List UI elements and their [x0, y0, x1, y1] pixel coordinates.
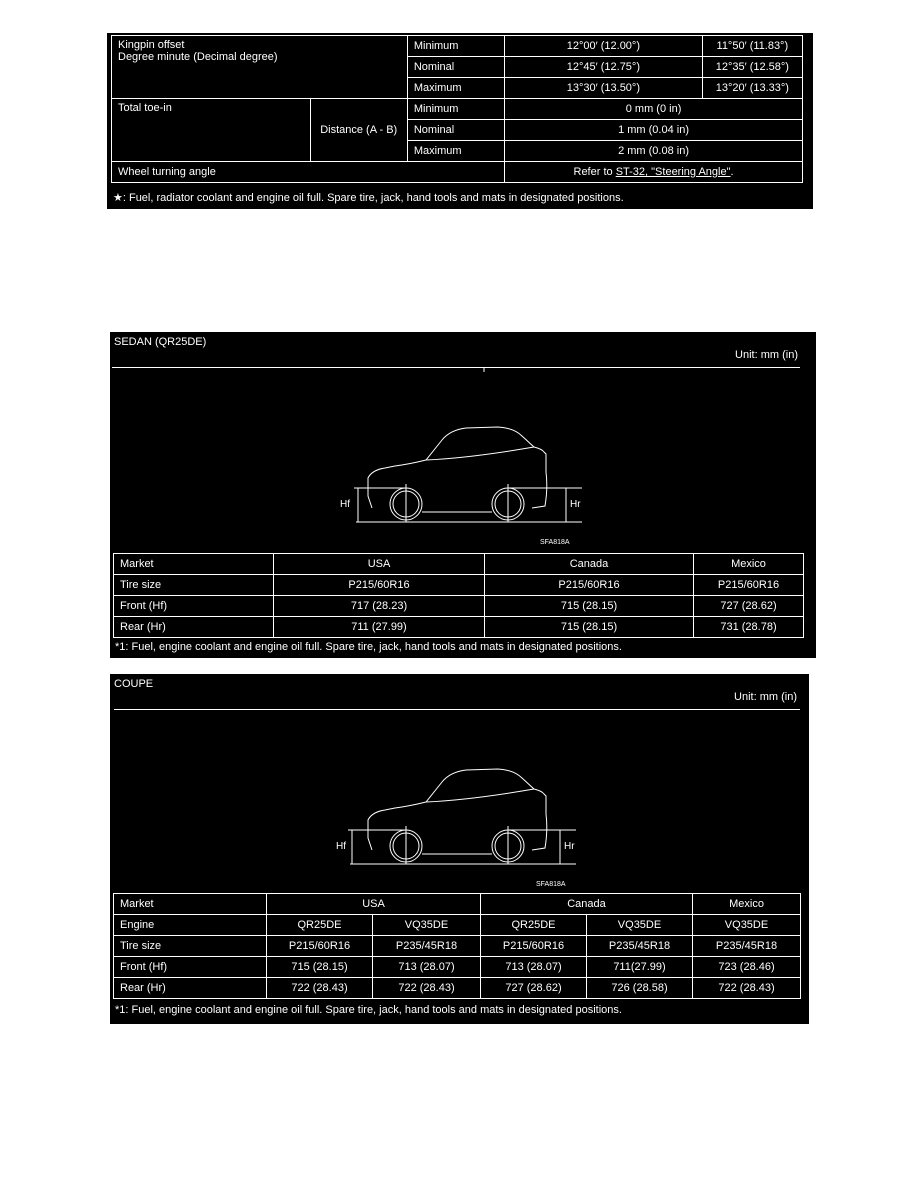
- sedan-footnote: *1: Fuel, engine coolant and engine oil full. Spare tire, jack, hand tools and mats in designated positions.: [115, 641, 622, 653]
- steering-angle-link[interactable]: ST-32, "Steering Angle": [615, 166, 731, 178]
- alignment-footnote: ★: Fuel, radiator coolant and engine oil full. Spare tire, jack, hand tools and mats in designated positions.: [113, 192, 624, 204]
- coupe-vehicle-diagram: [110, 710, 809, 900]
- value-cell: 12°00′ (12.00°): [505, 36, 703, 57]
- value-cell: 12°35′ (12.58°): [702, 57, 802, 78]
- table-row: [114, 596, 804, 617]
- value-cell: 715 (28.15): [267, 957, 373, 978]
- level-label: Nominal: [407, 120, 504, 141]
- hf-label: Hf: [336, 841, 346, 852]
- sedan-body-outline: [368, 427, 547, 508]
- value-cell: P215/60R16: [694, 575, 804, 596]
- coupe-footnote: *1: Fuel, engine coolant and engine oil full. Spare tire, jack, hand tools and mats in designated positions.: [115, 1004, 622, 1016]
- value-cell: 722 (28.43): [373, 978, 481, 999]
- value-cell: 726 (28.58): [587, 978, 693, 999]
- value-cell: 11°50′ (11.83°): [702, 36, 802, 57]
- kingpin-label: Kingpin offset: [118, 39, 185, 51]
- table-row: [114, 936, 801, 957]
- value-cell: VQ35DE: [693, 915, 801, 936]
- value-cell: 711 (27.99): [274, 617, 485, 638]
- value-cell: 13°30′ (13.50°): [505, 78, 703, 99]
- table-row: [114, 915, 801, 936]
- sedan-unit: Unit: mm (in): [735, 349, 798, 361]
- value-cell: 12°45′ (12.75°): [505, 57, 703, 78]
- beltline: [426, 447, 534, 460]
- value-cell: VQ35DE: [587, 915, 693, 936]
- header-cell: Canada: [485, 554, 694, 575]
- turning-suffix: .: [730, 166, 734, 178]
- row-label: Front (Hf): [114, 596, 274, 617]
- value-cell: QR25DE: [267, 915, 373, 936]
- alignment-spec-panel: [107, 33, 813, 209]
- coupe-height-table: [113, 893, 801, 999]
- value-cell: 727 (28.62): [694, 596, 804, 617]
- table-header-row: [114, 554, 804, 575]
- value-cell: P215/60R16: [485, 575, 694, 596]
- row-label: Rear (Hr): [114, 978, 267, 999]
- toe-sublabel: Distance (A - B): [310, 99, 407, 162]
- value-cell: VQ35DE: [373, 915, 481, 936]
- header-cell: Mexico: [694, 554, 804, 575]
- value-cell: 722 (28.43): [267, 978, 373, 999]
- value-cell: P215/60R16: [267, 936, 373, 957]
- value-cell: P235/45R18: [373, 936, 481, 957]
- value-cell: 727 (28.62): [481, 978, 587, 999]
- table-row: [112, 162, 803, 183]
- value-cell: P235/45R18: [693, 936, 801, 957]
- sedan-height-table: [113, 553, 804, 638]
- value-cell: 723 (28.46): [693, 957, 801, 978]
- value-cell: QR25DE: [481, 915, 587, 936]
- hr-label: Hr: [564, 841, 575, 852]
- hr-label: Hr: [570, 499, 581, 510]
- kingpin-label-cell: [112, 36, 408, 99]
- beltline: [426, 789, 534, 802]
- row-label: Front (Hf): [114, 957, 267, 978]
- value-cell: 711(27.99): [587, 957, 693, 978]
- sedan-panel: [110, 332, 816, 658]
- coupe-title: COUPE: [114, 678, 154, 690]
- value-cell: 715 (28.15): [485, 596, 694, 617]
- table-row: [112, 36, 803, 57]
- value-cell: 0 mm (0 in): [505, 99, 803, 120]
- value-cell: 731 (28.78): [694, 617, 804, 638]
- coupe-body-outline: [368, 769, 547, 850]
- table-row: [114, 957, 801, 978]
- toe-label: Total toe-in: [112, 99, 311, 162]
- value-cell: P235/45R18: [587, 936, 693, 957]
- value-cell: P215/60R16: [274, 575, 485, 596]
- header-cell: Market: [114, 894, 267, 915]
- level-label: Minimum: [407, 36, 504, 57]
- diagram-code: SFA818A: [540, 539, 570, 546]
- level-label: Maximum: [407, 78, 504, 99]
- row-label: Engine: [114, 915, 267, 936]
- value-cell: 717 (28.23): [274, 596, 485, 617]
- header-cell: Market: [114, 554, 274, 575]
- header-cell: USA: [267, 894, 481, 915]
- alignment-spec-table: [111, 35, 803, 183]
- value-cell: 715 (28.15): [485, 617, 694, 638]
- value-cell: 713 (28.07): [481, 957, 587, 978]
- turning-label: Wheel turning angle: [112, 162, 505, 183]
- value-cell: 722 (28.43): [693, 978, 801, 999]
- turning-prefix: Refer to: [573, 166, 616, 178]
- sedan-vehicle-diagram: [110, 368, 816, 558]
- header-cell: USA: [274, 554, 485, 575]
- kingpin-unit-label: Degree minute (Decimal degree): [118, 51, 278, 63]
- coupe-unit: Unit: mm (in): [734, 691, 797, 703]
- value-cell: 2 mm (0.08 in): [505, 141, 803, 162]
- header-cell: Canada: [481, 894, 693, 915]
- table-row: [114, 617, 804, 638]
- level-label: Nominal: [407, 57, 504, 78]
- level-label: Maximum: [407, 141, 504, 162]
- turning-value-cell: [505, 162, 803, 183]
- table-row: [114, 978, 801, 999]
- row-label: Rear (Hr): [114, 617, 274, 638]
- table-row: [112, 99, 803, 120]
- header-cell: Mexico: [693, 894, 801, 915]
- table-row: [114, 575, 804, 596]
- value-cell: 713 (28.07): [373, 957, 481, 978]
- coupe-panel: [110, 674, 809, 1024]
- table-header-row: [114, 894, 801, 915]
- diagram-code: SFA818A: [536, 881, 566, 888]
- sedan-title: SEDAN (QR25DE): [114, 336, 207, 348]
- level-label: Minimum: [407, 99, 504, 120]
- value-cell: 1 mm (0.04 in): [505, 120, 803, 141]
- row-label: Tire size: [114, 575, 274, 596]
- row-label: Tire size: [114, 936, 267, 957]
- hf-label: Hf: [340, 499, 350, 510]
- value-cell: 13°20′ (13.33°): [702, 78, 802, 99]
- value-cell: P215/60R16: [481, 936, 587, 957]
